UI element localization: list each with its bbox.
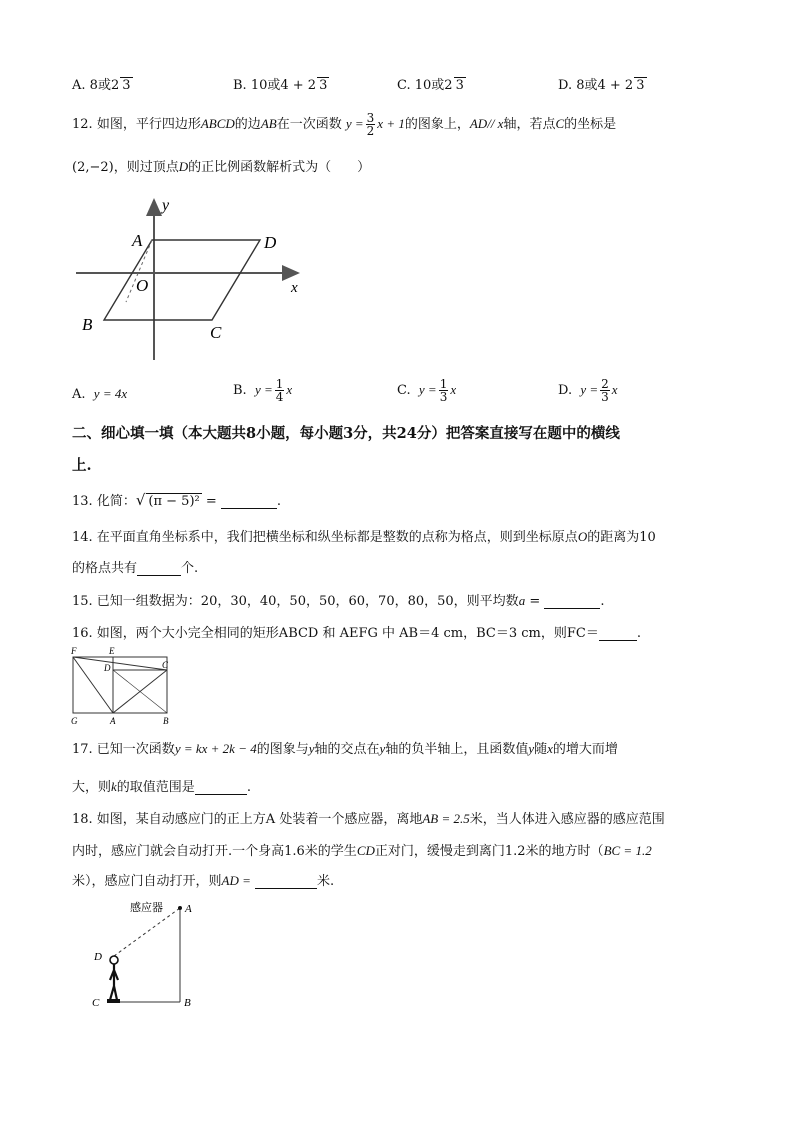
- q13-answer-blank[interactable]: [221, 496, 277, 509]
- q11-option-a: A. 8或2 3: [72, 78, 131, 93]
- q18-line3: 米），感应门自动打开，则AD = 米.: [72, 873, 335, 889]
- svg-text:C: C: [162, 660, 169, 670]
- svg-text:D: D: [104, 663, 111, 673]
- q16: 16. 如图，两个大小完全相同的矩形ABCD 和 AEFG 中 AB＝4 cm，BC＝3 cm，则FC＝ .: [72, 626, 641, 641]
- label-a: A: [132, 231, 143, 250]
- q17-line2: 大，则k的取值范围是 .: [72, 779, 251, 795]
- q16-figure: [68, 644, 178, 726]
- svg-text:D: D: [94, 951, 102, 963]
- q12-option-c: C. y = $\frac{1}{3}$ x: [397, 377, 457, 404]
- svg-text:A: A: [185, 903, 192, 915]
- q11-option-d: D. 8或4 + 2 3: [558, 78, 645, 93]
- q12-line1: 12. 如图，平行四边形ABCD的边AB在一次函数 y = $\frac{3}{2}$ x + 1的图象上，AD// x轴，若点C的坐标是: [72, 111, 617, 138]
- q13: 13. 化简：√ (π − 5)² = .: [72, 491, 282, 509]
- svg-text:E: E: [109, 646, 115, 656]
- rect-gbc: [73, 657, 167, 713]
- q12-option-d: D. y = $\frac{2}{3}$ x: [558, 377, 618, 404]
- svg-text:B: B: [184, 997, 191, 1009]
- section2-heading-line1: 二、细心填一填（本大题共8小题，每小题3分，共24分）把答案直接写在题中的横线: [72, 425, 620, 442]
- q12-figure: [70, 192, 310, 368]
- q14-line1: 14. 在平面直角坐标系中，我们把横坐标和纵坐标都是整数的点称为格点，则到坐标原点O的距离为10: [72, 529, 656, 545]
- q12-option-b: B. y = $\frac{1}{4}$ x: [233, 377, 293, 404]
- svg-text:C: C: [92, 997, 100, 1009]
- label-d: D: [264, 233, 277, 252]
- label-y: y: [162, 197, 170, 214]
- q11-option-c: C. 10或2 3: [397, 78, 464, 93]
- q18-figure: [88, 896, 208, 1012]
- q18-line2: 内时，感应门就会自动打开.一个身高1.6米的学生CD正对门，缓慢走到离门1.2米的地方时（BC = 1.2: [72, 843, 652, 859]
- label-c: C: [210, 323, 222, 342]
- q12-option-a: A. y = 4x: [72, 386, 128, 402]
- q15-answer-blank[interactable]: [544, 596, 600, 609]
- label-b: B: [82, 315, 93, 334]
- svg-text:G: G: [71, 716, 78, 726]
- q17-line1: 17. 已知一次函数y = kx + 2k − 4的图象与y轴的交点在y轴的负半轴上，且函数值y随x的增大而增: [72, 741, 618, 757]
- q18-line1: 18. 如图，某自动感应门的正上方A 处装着一个感应器，离地AB = 2.5米，当人体进入感应器的感应范围: [72, 811, 665, 827]
- label-x: x: [291, 280, 298, 296]
- sensor-point: [178, 906, 182, 910]
- q15: 15. 已知一组数据为：20，30，40，50，50，60，70，80，50，则平均数a = .: [72, 593, 605, 609]
- q14-line2: 的格点共有 个.: [72, 561, 199, 576]
- section2-heading-line2: 上.: [72, 457, 92, 474]
- svg-text:A: A: [110, 716, 116, 726]
- label-o: O: [136, 276, 149, 295]
- q12-line2: (2,−2)，则过顶点D的正比例函数解析式为（ ）: [72, 159, 371, 175]
- student-body: [110, 964, 118, 1000]
- label-sensor: 感应器: [130, 902, 163, 914]
- q18-answer-blank[interactable]: [255, 876, 317, 889]
- q17-answer-blank[interactable]: [195, 782, 247, 795]
- q16-answer-blank[interactable]: [599, 628, 637, 641]
- q14-answer-blank[interactable]: [137, 563, 181, 576]
- q11-option-b: B. 10或4 + 2 3: [233, 78, 328, 93]
- parallelogram: [104, 240, 260, 320]
- student-head: [110, 956, 118, 964]
- svg-text:F: F: [71, 646, 77, 656]
- q12-fraction: $\frac{3}{2}$: [366, 111, 375, 138]
- svg-text:B: B: [163, 716, 169, 726]
- sensor-line-da: [114, 908, 180, 956]
